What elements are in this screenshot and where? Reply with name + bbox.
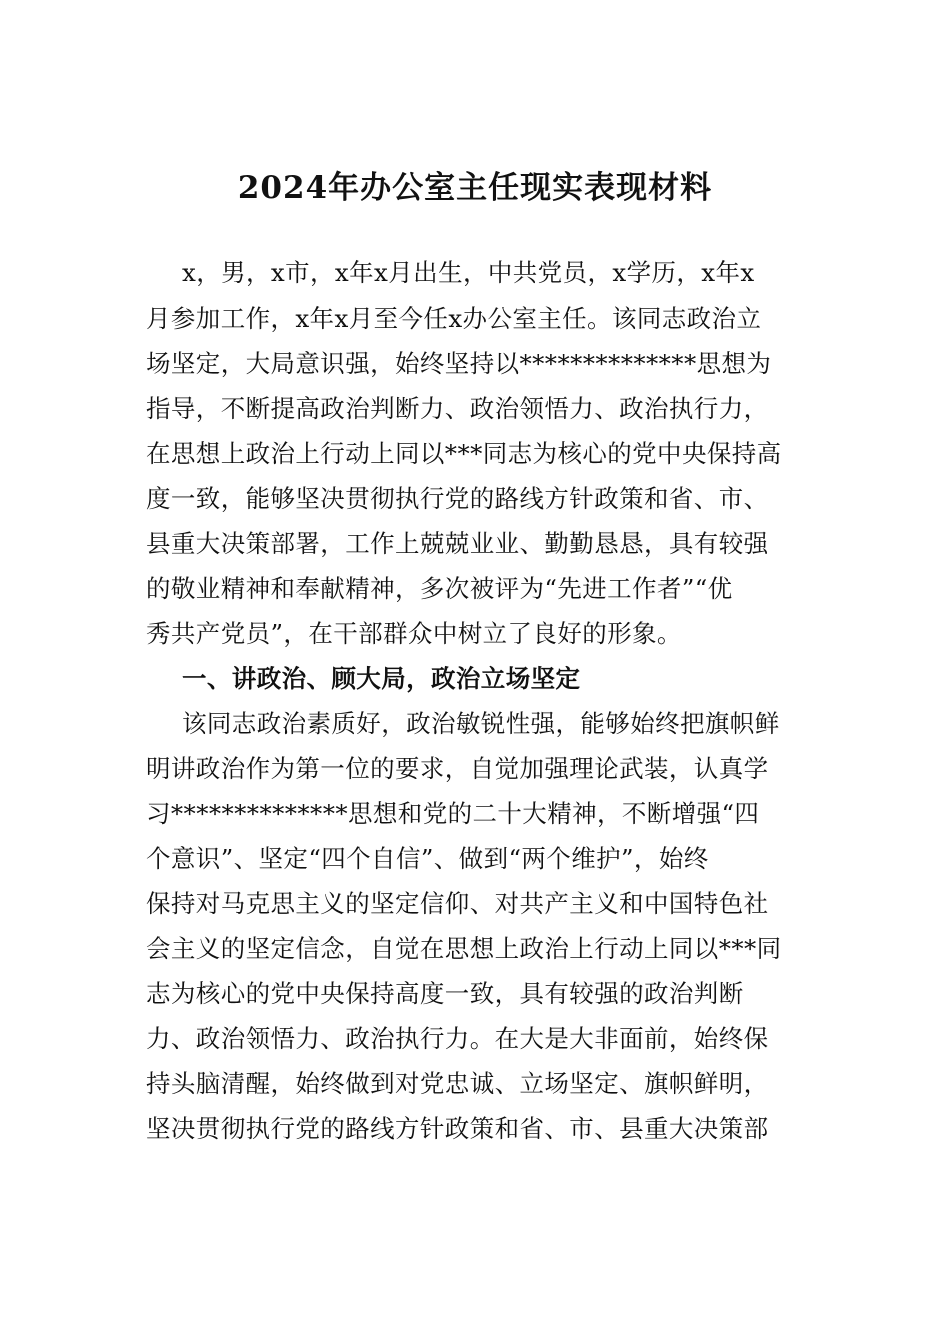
section-1-heading: 一、讲政治、顾大局，政治立场坚定 [182, 664, 581, 693]
paragraph-2-line-4: 个意识”、坚定“四个自信”、做到“两个维护”，始终 [146, 844, 709, 873]
paragraph-2-line-5: 保持对马克思主义的坚定信仰、对共产主义和中国特色社 [146, 889, 769, 918]
document-title: 2024年办公室主任现实表现材料 [237, 170, 713, 206]
paragraph-2-line-8: 力、政治领悟力、政治执行力。在大是大非面前，始终保 [146, 1024, 769, 1053]
paragraph-2-line-7: 志为核心的党中央保持高度一致，具有较强的政治判断 [146, 979, 744, 1008]
paragraph-2-line-10: 坚决贯彻执行党的路线方针政策和省、市、县重大决策部 [146, 1114, 769, 1143]
paragraph-1-line-6: 度一致，能够坚决贯彻执行党的路线方针政策和省、市、 [146, 484, 769, 513]
paragraph-1-line-1: x，男，x市，x年x月出生，中共党员，x学历，x年x [182, 258, 755, 287]
paragraph-1-line-2: 月参加工作，x年x月至今任x办公室主任。该同志政治立 [146, 304, 762, 333]
paragraph-2-line-2: 明讲政治作为第一位的要求，自觉加强理论武装，认真学 [146, 754, 769, 783]
paragraph-1-line-3: 场坚定，大局意识强，始终坚持以**************思想为 [146, 349, 772, 378]
paragraph-1-line-4: 指导，不断提高政治判断力、政治领悟力、政治执行力， [146, 394, 769, 423]
paragraph-2-line-9: 持头脑清醒，始终做到对党忠诚、立场坚定、旗帜鲜明， [146, 1069, 769, 1098]
paragraph-2-line-6: 会主义的坚定信念，自觉在思想上政治上行动上同以***同 [146, 934, 782, 963]
paragraph-1-line-5: 在思想上政治上行动上同以***同志为核心的党中央保持高 [146, 439, 782, 468]
paragraph-1-line-8: 的敬业精神和奉献精神，多次被评为“先进工作者”“优 [146, 574, 733, 603]
paragraph-1-line-7: 县重大决策部署，工作上兢兢业业、勤勤恳恳，具有较强 [146, 529, 769, 558]
paragraph-1-line-9: 秀共产党员”，在干部群众中树立了良好的形象。 [146, 619, 682, 648]
paragraph-2-line-3: 习**************思想和党的二十大精神，不断增强“四 [146, 799, 760, 828]
paragraph-2-line-1: 该同志政治素质好，政治敏锐性强，能够始终把旗帜鲜 [182, 709, 780, 738]
